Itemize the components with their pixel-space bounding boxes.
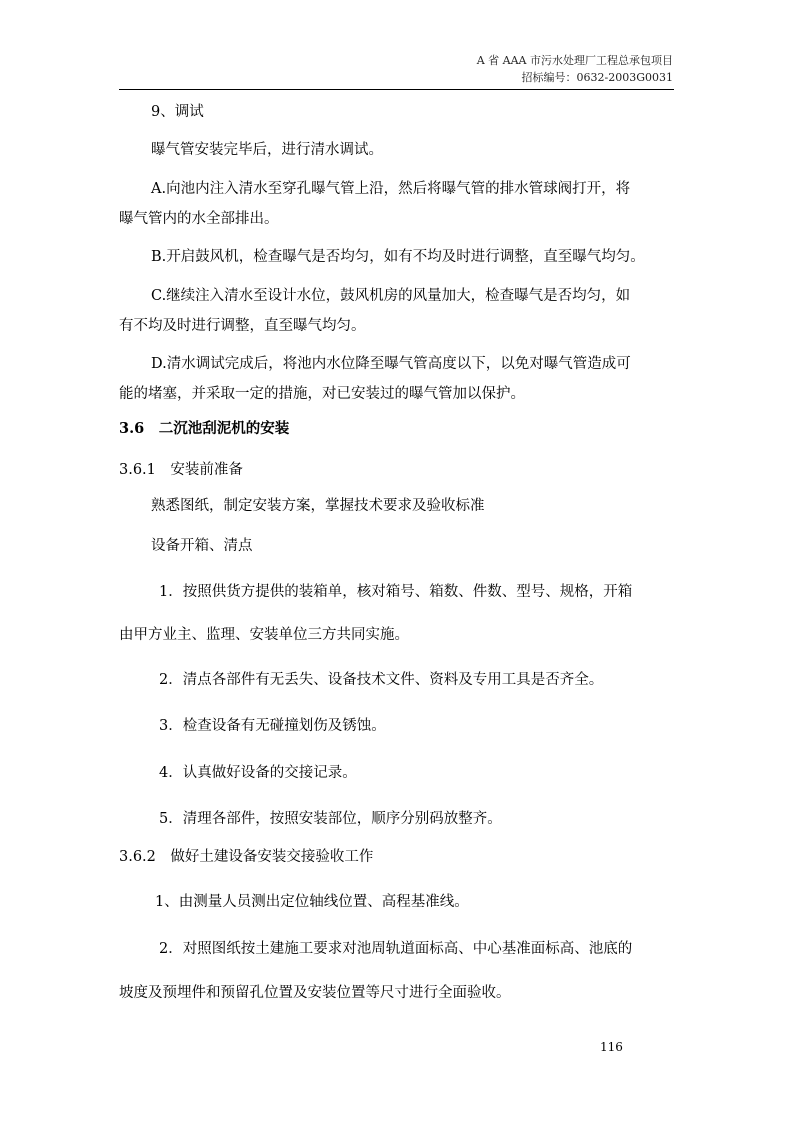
step-d-line-2: 能的堵塞，并采取一定的措施，对已安装过的曝气管加以保护。 xyxy=(119,386,525,402)
header-divider xyxy=(119,89,674,90)
debug-heading: 9、调试 xyxy=(151,104,204,120)
list-item-1-line-2: 由甲方业主、监理、安装单位三方共同实施。 xyxy=(119,627,409,643)
paragraph-aeration-complete: 曝气管安装完毕后，进行清水调试。 xyxy=(151,142,383,158)
acceptance-item-2-line-1: 2．对照图纸按土建施工要求对池周轨道面标高、中心基准面标高、池底的 xyxy=(159,941,633,957)
step-d-line-1: D.清水调试完成后，将池内水位降至曝气管高度以下，以免对曝气管造成可 xyxy=(151,356,631,372)
section-heading-3-6-1: 3.6.1 安装前准备 xyxy=(119,462,243,478)
acceptance-item-2-line-2: 坡度及预埋件和预留孔位置及安装位置等尺寸进行全面验收。 xyxy=(119,985,511,1001)
step-c-line-1: C.继续注入清水至设计水位，鼓风机房的风量加大，检查曝气是否均匀，如 xyxy=(151,288,631,304)
page-number: 116 xyxy=(600,1040,623,1054)
page-header xyxy=(477,52,673,86)
step-a-line-1: A.向池内注入清水至穿孔曝气管上沿，然后将曝气管的排水管球阀打开，将 xyxy=(151,181,631,197)
list-item-2: 2．清点各部件有无丢失、设备技术文件、资料及专用工具是否齐全。 xyxy=(159,672,604,688)
section-heading-3-6: 3.6 二沉池刮泥机的安装 xyxy=(119,420,290,437)
prep-drawings: 熟悉图纸，制定安装方案，掌握技术要求及验收标准 xyxy=(151,498,485,514)
section-heading-3-6-2: 3.6.2 做好土建设备安装交接验收工作 xyxy=(119,849,374,865)
step-a-line-2: 曝气管内的水全部排出。 xyxy=(119,211,279,227)
header-project-title: A 省 AAA 市污水处理厂工程总承包项目 xyxy=(476,54,673,67)
acceptance-item-1: 1、由测量人员测出定位轴线位置、高程基准线。 xyxy=(155,894,469,910)
header-tender-number: 招标编号：0632-2003G0031 xyxy=(521,71,673,84)
list-item-4: 4．认真做好设备的交接记录。 xyxy=(159,765,357,781)
prep-unpacking: 设备开箱、清点 xyxy=(151,538,253,554)
list-item-3: 3．检查设备有无碰撞划伤及锈蚀。 xyxy=(159,718,386,734)
list-item-5: 5．清理各部件，按照安装部位，顺序分别码放整齐。 xyxy=(159,811,502,827)
step-c-line-2: 有不均及时进行调整，直至曝气均匀。 xyxy=(119,318,366,334)
step-b: B.开启鼓风机，检查曝气是否均匀，如有不均及时进行调整，直至曝气均匀。 xyxy=(151,249,645,265)
list-item-1-line-1: 1．按照供货方提供的装箱单，核对箱号、箱数、件数、型号、规格，开箱 xyxy=(159,584,633,600)
